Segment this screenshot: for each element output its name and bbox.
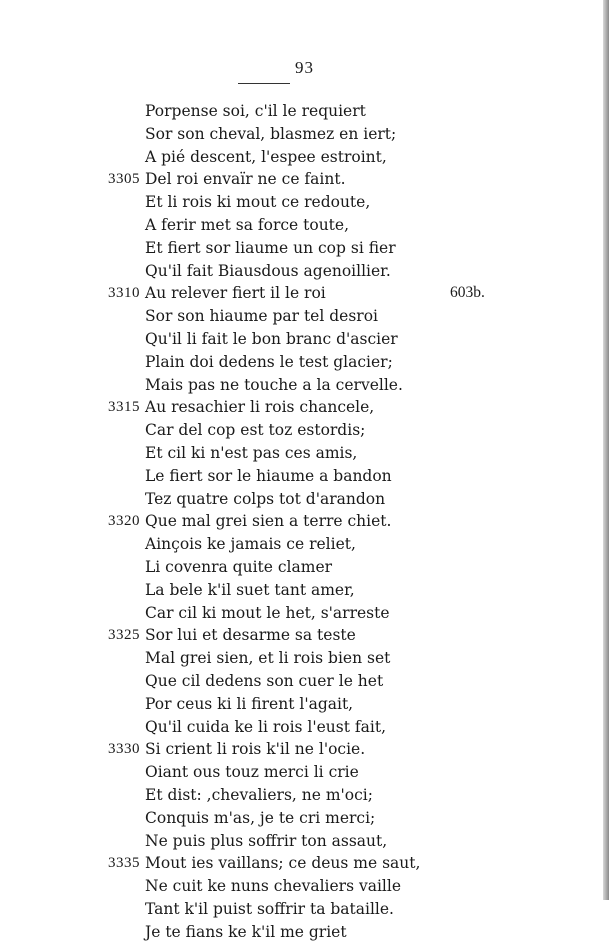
- verse-line: [0, 237, 609, 260]
- verse-text: Ne puis plus soffrir ton assaut,: [145, 831, 388, 850]
- verse-text: Ainçois ke jamais ce reliet,: [145, 535, 356, 554]
- verse-text: Conquis m'as, je te cri merci;: [145, 808, 376, 827]
- verse-text: Le fiert sor le hiaume a bandon: [145, 466, 392, 485]
- verse-text: Li covenra quite clamer: [145, 557, 333, 576]
- verse-line: [0, 214, 609, 237]
- verse-text: A pié descent, l'espee estroint,: [145, 147, 387, 166]
- verse-text: Plain doi dedens le test glacier;: [145, 352, 393, 371]
- verse-line: [0, 396, 609, 419]
- verse-text: Qu'il cuida ke li rois l'eust fait,: [145, 717, 386, 736]
- verse-text: Au relever fiert il le roi: [145, 284, 326, 303]
- page-number: 93: [295, 58, 314, 77]
- verse-line: [0, 875, 609, 898]
- verse-text: Tez quatre colps tot d'arandon: [145, 489, 386, 508]
- verse-line: [0, 374, 609, 397]
- verse-text: Et li rois ki mout ce redoute,: [145, 193, 371, 212]
- verse-line: [0, 624, 609, 647]
- page-number-rule: [238, 83, 290, 84]
- verse-line: [0, 738, 609, 761]
- verse-line: [0, 921, 609, 943]
- verse-line: [0, 898, 609, 921]
- verse-line: [0, 282, 609, 305]
- verse-block: [0, 100, 609, 943]
- verse-text: Si crient li rois k'il ne l'ocie.: [145, 740, 366, 759]
- verse-line: [0, 579, 609, 602]
- folio-note: 603b.: [450, 284, 485, 302]
- page-edge-shadow: [603, 0, 609, 900]
- verse-text: Del roi envaïr ne ce faint.: [145, 170, 346, 189]
- verse-text: Car del cop est toz estordis;: [145, 421, 366, 440]
- verse-line: [0, 191, 609, 214]
- verse-line: [0, 647, 609, 670]
- verse-text: Mal grei sien, et li rois bien set: [145, 649, 391, 668]
- verse-text: Sor son hiaume par tel desroi: [145, 307, 378, 326]
- verse-line: [0, 100, 609, 123]
- verse-line: [0, 761, 609, 784]
- verse-line: [0, 123, 609, 146]
- verse-text: Que mal grei sien a terre chiet.: [145, 512, 392, 531]
- verse-text: Mout ies vaillans; ce deus me saut,: [145, 854, 421, 873]
- verse-text: Ne cuit ke nuns chevaliers vaille: [145, 877, 402, 896]
- verse-text: Qu'il li fait le bon branc d'ascier: [145, 329, 398, 348]
- verse-line: [0, 602, 609, 625]
- verse-text: Et dist: ,chevaliers, ne m'oci;: [145, 785, 373, 804]
- verse-text: Au resachier li rois chancele,: [145, 398, 375, 417]
- verse-line: [0, 351, 609, 374]
- verse-text: Mais pas ne touche a la cervelle.: [145, 375, 403, 394]
- verse-text: La bele k'il suet tant amer,: [145, 580, 355, 599]
- verse-text: Que cil dedens son cuer le het: [145, 671, 384, 690]
- verse-line: [0, 670, 609, 693]
- verse-text: A ferir met sa force toute,: [145, 215, 350, 234]
- verse-text: Je te fians ke k'il me griet: [145, 922, 347, 941]
- verse-text: Sor lui et desarme sa teste: [145, 626, 356, 645]
- verse-line: [0, 693, 609, 716]
- verse-text: Tant k'il puist soffrir ta bataille.: [145, 899, 394, 918]
- verse-line: [0, 556, 609, 579]
- verse-line: [0, 168, 609, 191]
- verse-line: [0, 465, 609, 488]
- line-number: 3315: [108, 399, 140, 416]
- verse-line: [0, 807, 609, 830]
- verse-line: [0, 146, 609, 169]
- verse-text: Et cil ki n'est pas ces amis,: [145, 443, 358, 462]
- verse-line: [0, 488, 609, 511]
- verse-line: [0, 419, 609, 442]
- line-number: 3330: [108, 741, 140, 758]
- verse-line: [0, 328, 609, 351]
- verse-text: Por ceus ki li firent l'agait,: [145, 694, 354, 713]
- line-number: 3335: [108, 855, 140, 872]
- verse-text: Et fiert sor liaume un cop si fier: [145, 238, 396, 257]
- verse-line: [0, 784, 609, 807]
- line-number: 3305: [108, 171, 140, 188]
- line-number: 3320: [108, 513, 140, 530]
- verse-line: [0, 852, 609, 875]
- verse-text: Oiant ous touz merci li crie: [145, 763, 359, 782]
- verse-line: [0, 510, 609, 533]
- verse-text: Qu'il fait Biausdous agenoillier.: [145, 261, 391, 280]
- verse-line: [0, 442, 609, 465]
- line-number: 3325: [108, 627, 140, 644]
- line-number: 3310: [108, 285, 140, 302]
- verse-line: [0, 305, 609, 328]
- verse-text: Sor son cheval, blasmez en iert;: [145, 124, 397, 143]
- verse-line: [0, 716, 609, 739]
- verse-line: [0, 533, 609, 556]
- verse-line: [0, 260, 609, 283]
- verse-line: [0, 830, 609, 853]
- verse-text: Car cil ki mout le het, s'arreste: [145, 603, 390, 622]
- verse-text: Porpense soi, c'il le requiert: [145, 102, 366, 120]
